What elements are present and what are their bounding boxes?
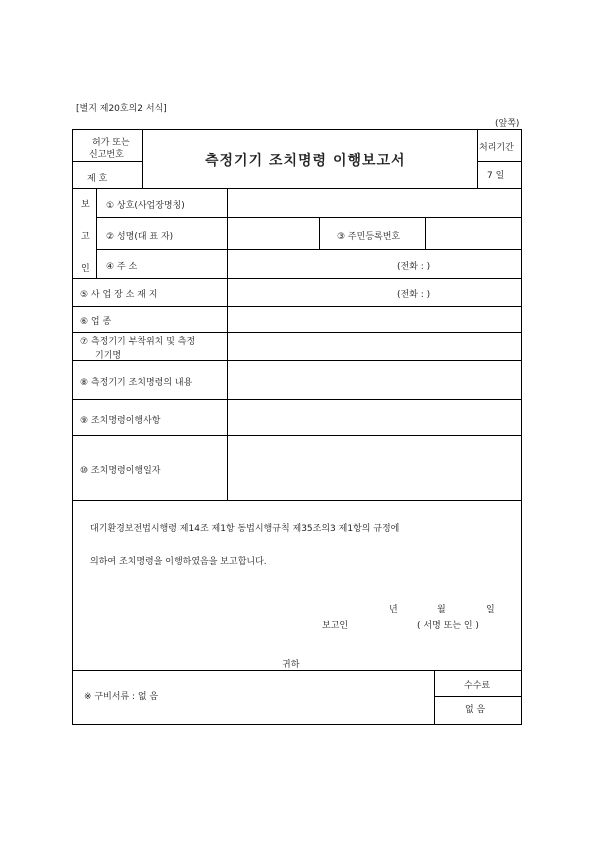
resident-number-label: ③ 주민등록번호 (337, 232, 401, 242)
recipient-label: 귀하 (282, 660, 300, 670)
address-label: ④ 주 소 (106, 262, 138, 272)
order-date-label: ⑩ 조치명령이행일자 (80, 466, 161, 476)
processing-period-label: 처리기간 (479, 143, 514, 153)
workplace-location-label: ⑤ 사 업 장 소 재 지 (80, 290, 158, 300)
signature-seal-label: ( 서명 또는 인 ) (417, 621, 479, 631)
page-side-label: (앞쪽) (495, 119, 520, 129)
fee-label: 수수료 (464, 681, 491, 691)
trade-name-label: ① 상호(사업장명칭) (106, 201, 185, 211)
date-year-label: 년 (389, 605, 398, 615)
reporter-side-char-1: 보 (81, 200, 90, 210)
processing-period-value: 7 일 (487, 171, 505, 181)
order-content-label: ⑧ 측정기기 조치명령의 내용 (80, 378, 193, 388)
form-number-label: [별지 제20호의2 서식] (76, 104, 167, 114)
device-location-label-line1: ⑦ 측정기기 부착위치 및 측정 (80, 337, 196, 347)
permit-label-line1: 허가 또는 (92, 138, 130, 148)
document-title: 측정기기 조치명령 이행보고서 (205, 153, 406, 169)
statement-line-2: 의하여 조치명령을 이행하였음을 보고합니다. (90, 557, 267, 567)
workplace-phone-label: (전화 : ) (397, 290, 431, 300)
issue-number-label: 제 호 (87, 174, 108, 184)
fee-value: 없 음 (465, 705, 486, 715)
reporter-sign-label: 보고인 (322, 621, 349, 631)
device-location-label-line2: 기기명 (95, 351, 122, 361)
statement-line-1: 대기환경보전법시행령 제14조 제1항 동법시행규칙 제35조의3 제1항의 규정에 (90, 524, 400, 534)
reporter-side-char-3: 인 (81, 264, 90, 274)
reporter-side-char-2: 고 (81, 232, 90, 242)
business-type-label: ⑥ 업 종 (80, 317, 112, 327)
address-phone-label: (전화 : ) (397, 262, 431, 272)
representative-name-label: ② 성명(대 표 자) (106, 232, 174, 242)
permit-label-line2: 신고번호 (89, 150, 124, 160)
required-documents-label: ※ 구비서류 : 없 음 (84, 692, 159, 702)
date-day-label: 일 (486, 605, 495, 615)
order-items-label: ⑨ 조치명령이행사항 (80, 416, 161, 426)
date-month-label: 월 (437, 605, 446, 615)
